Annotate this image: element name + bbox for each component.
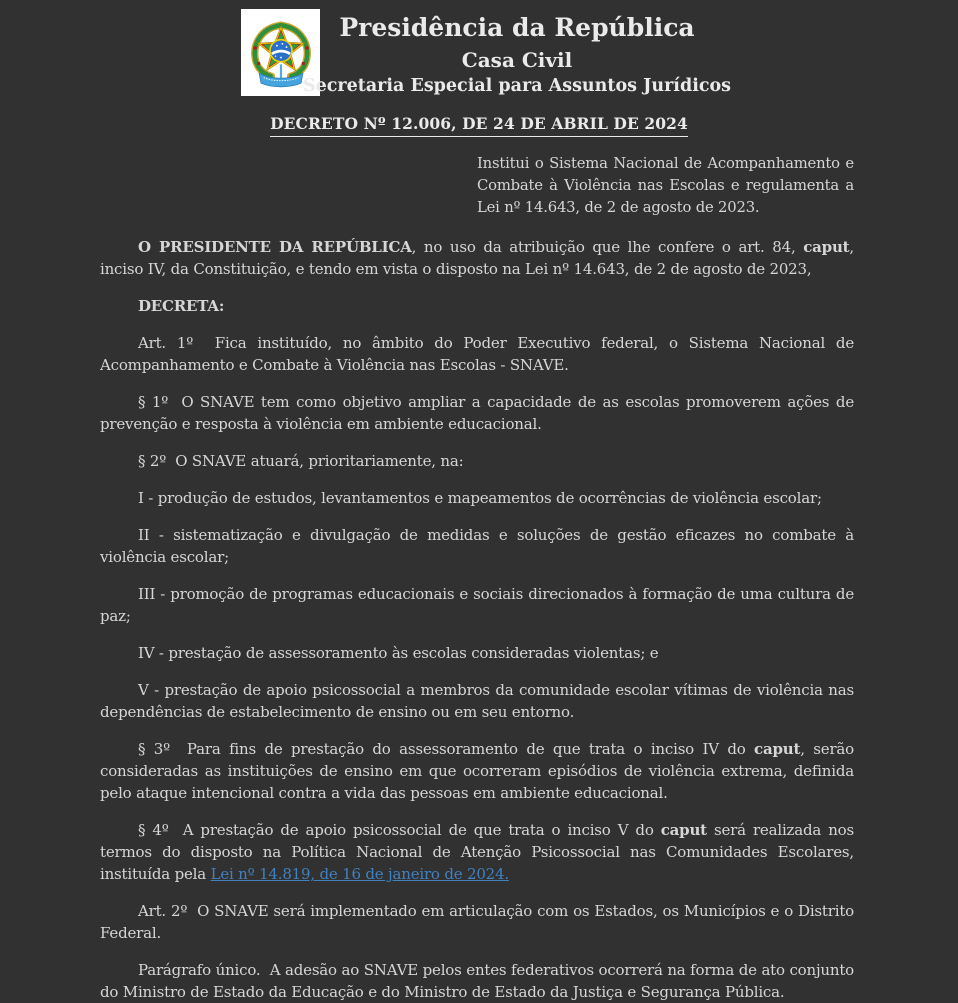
decree-paragraph (100, 642, 854, 664)
institution-subtitle: Casa Civil (461, 48, 573, 72)
text-run: , serão consideradas as instituições de ensino em que ocorreram episódios de violência extrema, definida pelo ataque intencional contra a vida das pessoas em ambiente educacional. (100, 740, 854, 802)
text-run: Art. 1º Fica instituído, no âmbito do Poder Executivo federal, o Sistema Nacional de Acompanhamento e Combate à Violência nas Escolas - SNAVE. (100, 334, 854, 374)
decree-heading-wrap (0, 114, 958, 137)
decree-paragraph (100, 295, 854, 317)
text-run: Parágrafo único. A adesão ao SNAVE pelos entes federativos ocorrerá na forma de ato conjunto do Ministro de Estado da Educação e do Ministro de Estado da Justiça e Segurança Pública. (100, 961, 854, 1001)
law-link[interactable]: Lei nº 14.819, de 16 de janeiro de 2024. (210, 865, 509, 883)
institution-department: Secretaria Especial para Assuntos Jurídicos (302, 76, 732, 96)
text-run: será realizada nos termos do disposto na Política Nacional de Atenção Psicossocial nas Comunidades Escolares, instituída pela (100, 821, 854, 883)
decree-paragraph (100, 236, 854, 280)
decree-paragraph (100, 738, 854, 804)
decree-paragraph (100, 332, 854, 376)
decree-paragraph (100, 487, 854, 509)
document-header (0, 0, 958, 102)
text-run: V - prestação de apoio psicossocial a membros da comunidade escolar vítimas de violência nas dependências de estabelecimento de ensino ou em seu entorno. (100, 681, 854, 721)
text-run: I - produção de estudos, levantamentos e mapeamentos de ocorrências de violência escolar; (138, 489, 822, 507)
decree-paragraph (100, 583, 854, 627)
decree-title: DECRETO Nº 12.006, DE 24 DE ABRIL DE 2024 (270, 114, 688, 137)
decree-paragraph (100, 959, 854, 1003)
text-run: § 4º A prestação de apoio psicossocial de que trata o inciso V do (138, 821, 661, 839)
text-run: , inciso IV, da Constituição, e tendo em vista o disposto na Lei nº 14.643, de 2 de agosto de 2023, (100, 238, 854, 278)
bold-text: caput (754, 740, 801, 758)
decree-ementa: Institui o Sistema Nacional de Acompanhamento e Combate à Violência nas Escolas e regulamenta a Lei nº 14.643, de 2 de agosto de 2023. (477, 155, 854, 216)
text-run: III - promoção de programas educacionais e sociais direcionados à formação de uma cultura de paz; (100, 585, 854, 625)
decree-paragraph (100, 679, 854, 723)
bold-text: caput (803, 238, 850, 256)
bold-text: DECRETA: (138, 297, 225, 315)
decree-paragraph (100, 900, 854, 944)
text-run: IV - prestação de assessoramento às escolas consideradas violentas; e (138, 644, 659, 662)
header-titles (303, 13, 731, 97)
bold-text: O PRESIDENTE DA REPÚBLICA (138, 238, 412, 256)
text-run: § 2º O SNAVE atuará, prioritariamente, na: (138, 452, 464, 470)
text-run: § 1º O SNAVE tem como objetivo ampliar a capacidade de as escolas promoverem ações de prevenção e resposta à violência em ambiente educacional. (100, 393, 854, 433)
text-run: Art. 2º O SNAVE será implementado em articulação com os Estados, os Municípios e o Distrito Federal. (100, 902, 854, 942)
text-run: § 3º Para fins de prestação do assessoramento de que trata o inciso IV do (138, 740, 755, 758)
decree-paragraph (100, 524, 854, 568)
decree-paragraph (100, 819, 854, 885)
decree-paragraph (100, 450, 854, 472)
decree-paragraph (100, 391, 854, 435)
text-run: , no uso da atribuição que lhe confere o art. 84, (411, 238, 804, 256)
text-run: II - sistematização e divulgação de medidas e soluções de gestão eficazes no combate à violência escolar; (100, 526, 854, 566)
bold-text: caput (660, 821, 707, 839)
decree-body (0, 236, 958, 1003)
institution-title: Presidência da República (339, 13, 695, 42)
